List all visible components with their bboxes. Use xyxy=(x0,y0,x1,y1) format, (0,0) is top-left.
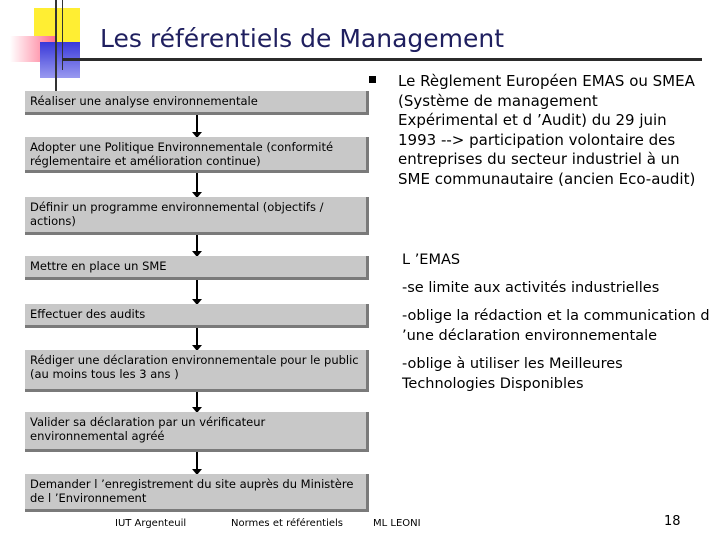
footer-institution: IUT Argenteuil xyxy=(115,518,187,529)
emas-point-2: -oblige la rédaction et la communication d ’une déclaration environnementale xyxy=(402,308,710,344)
page-title: Les référentiels de Management xyxy=(100,24,505,53)
flow-arrow xyxy=(196,280,198,304)
step-8: Demander l ’enregistrement du site auprès du Ministère de l ’Environnement xyxy=(25,474,369,512)
step-2: Adopter une Politique Environnementale (conformité réglementaire et amélioration continue) xyxy=(25,137,369,173)
flow-arrow xyxy=(196,235,198,256)
bullet-icon xyxy=(369,76,376,83)
flow-arrow xyxy=(196,392,198,412)
step-5: Effectuer des audits xyxy=(25,304,369,328)
flow-arrow xyxy=(196,115,198,137)
flow-arrow xyxy=(196,452,198,474)
emas-heading: L ’EMAS xyxy=(402,252,461,268)
step-7: Valider sa déclaration par un vérificateur environnemental agréé xyxy=(25,412,369,452)
footer-course: Normes et référentiels xyxy=(231,518,344,529)
emas-description: Le Règlement Européen EMAS ou SMEA (Système de management Expérimental et d ’Audit) du 29 juin 1993 --> participation volontaire des entreprises du secteur industriel à un SME communautaire (ancien Eco-audit) xyxy=(398,72,696,188)
step-6: Rédiger une déclaration environnementale pour le public (au moins tous les 3 ans ) xyxy=(25,350,369,392)
flow-arrow xyxy=(196,173,198,197)
emas-point-1: -se limite aux activités industrielles xyxy=(402,280,660,296)
footer-author: ML LEONI xyxy=(373,518,421,529)
title-underline xyxy=(62,58,702,61)
step-4: Mettre en place un SME xyxy=(25,256,369,280)
decor-vertical-line xyxy=(55,0,57,92)
flow-arrow xyxy=(196,328,198,350)
page-number: 18 xyxy=(664,514,681,529)
step-3: Définir un programme environnemental (objectifs / actions) xyxy=(25,197,369,235)
emas-point-3: -oblige à utiliser les Meilleures Technologies Disponibles xyxy=(402,356,623,392)
step-1: Réaliser une analyse environnementale xyxy=(25,91,369,115)
